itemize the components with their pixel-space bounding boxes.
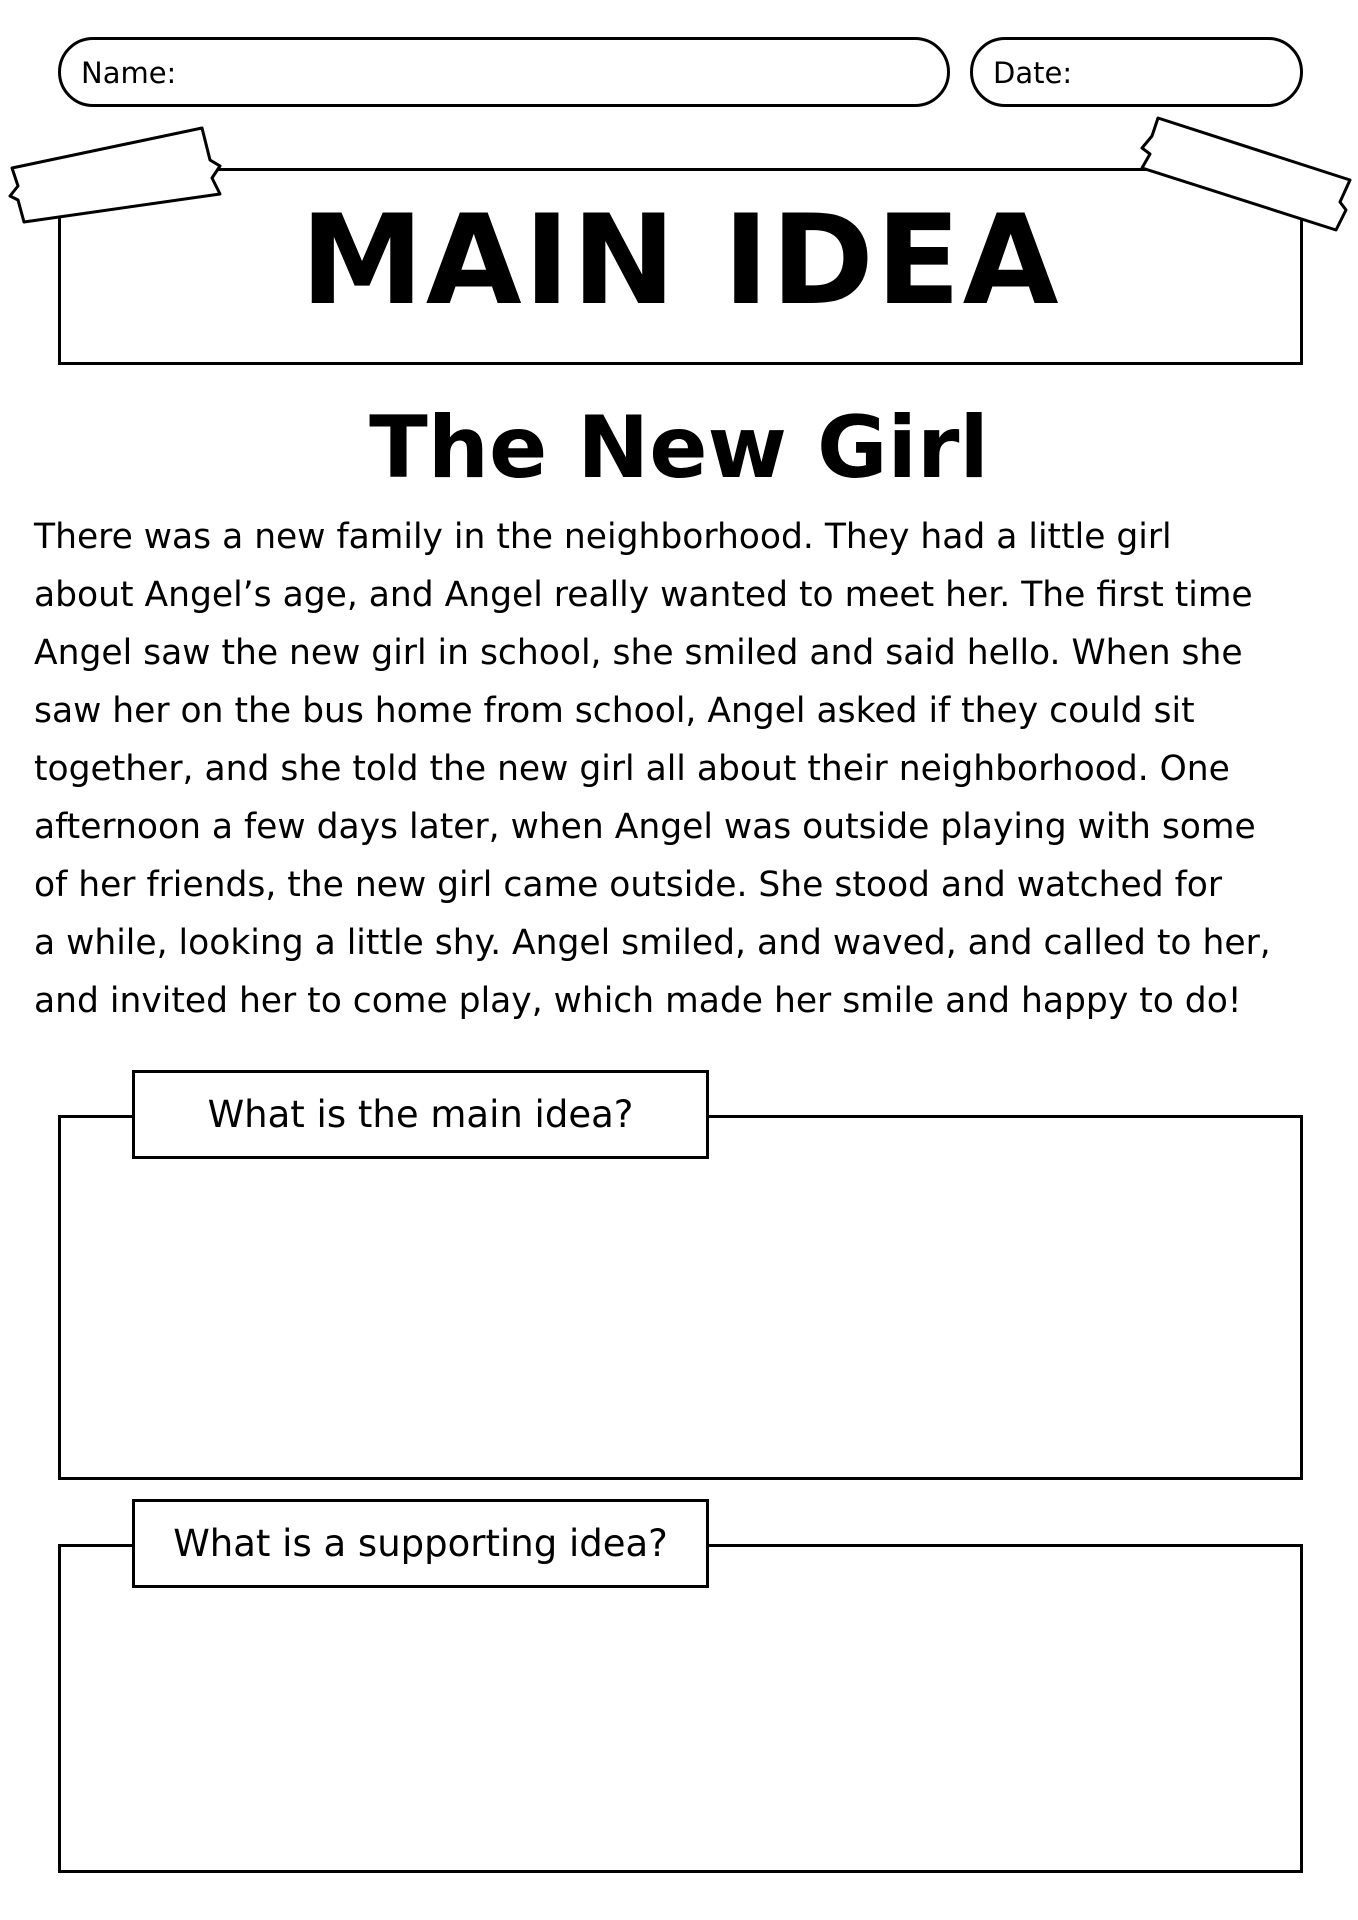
name-label: Name: [81,56,177,90]
date-label: Date: [993,56,1073,90]
tape-decorations [0,0,1358,260]
story-line: of her friends, the new girl came outside. She stood and watched for [34,865,1223,905]
story-text [34,508,1334,1030]
story-line: about Angel’s age, and Angel really wanted to meet her. The first time [34,575,1253,615]
story-line: Angel saw the new girl in school, she smiled and said hello. When she [34,633,1243,673]
supporting-idea-question [132,1499,709,1588]
story-line: afternoon a few days later, when Angel was outside playing with some [34,807,1256,847]
story-line: and invited her to come play, which made her smile and happy to do! [34,981,1242,1021]
main-idea-question [132,1070,709,1159]
supporting-idea-answer-box[interactable] [58,1544,1303,1873]
story-line: There was a new family in the neighborhood. They had a little girl [34,517,1172,557]
page-title: MAIN IDEA [300,189,1061,333]
tape-right-icon [1142,118,1350,230]
main-idea-answer-box[interactable] [58,1115,1303,1480]
supporting-idea-question-label: What is a supporting idea? [173,1522,668,1565]
tape-left-icon [10,128,220,222]
story-line: together, and she told the new girl all about their neighborhood. One [34,749,1230,789]
story-title: The New Girl [369,398,989,498]
story-line: saw her on the bus home from school, Angel asked if they could sit [34,691,1195,731]
story-line: a while, looking a little shy. Angel smiled, and waved, and called to her, [34,923,1271,963]
main-idea-question-label: What is the main idea? [207,1093,634,1136]
